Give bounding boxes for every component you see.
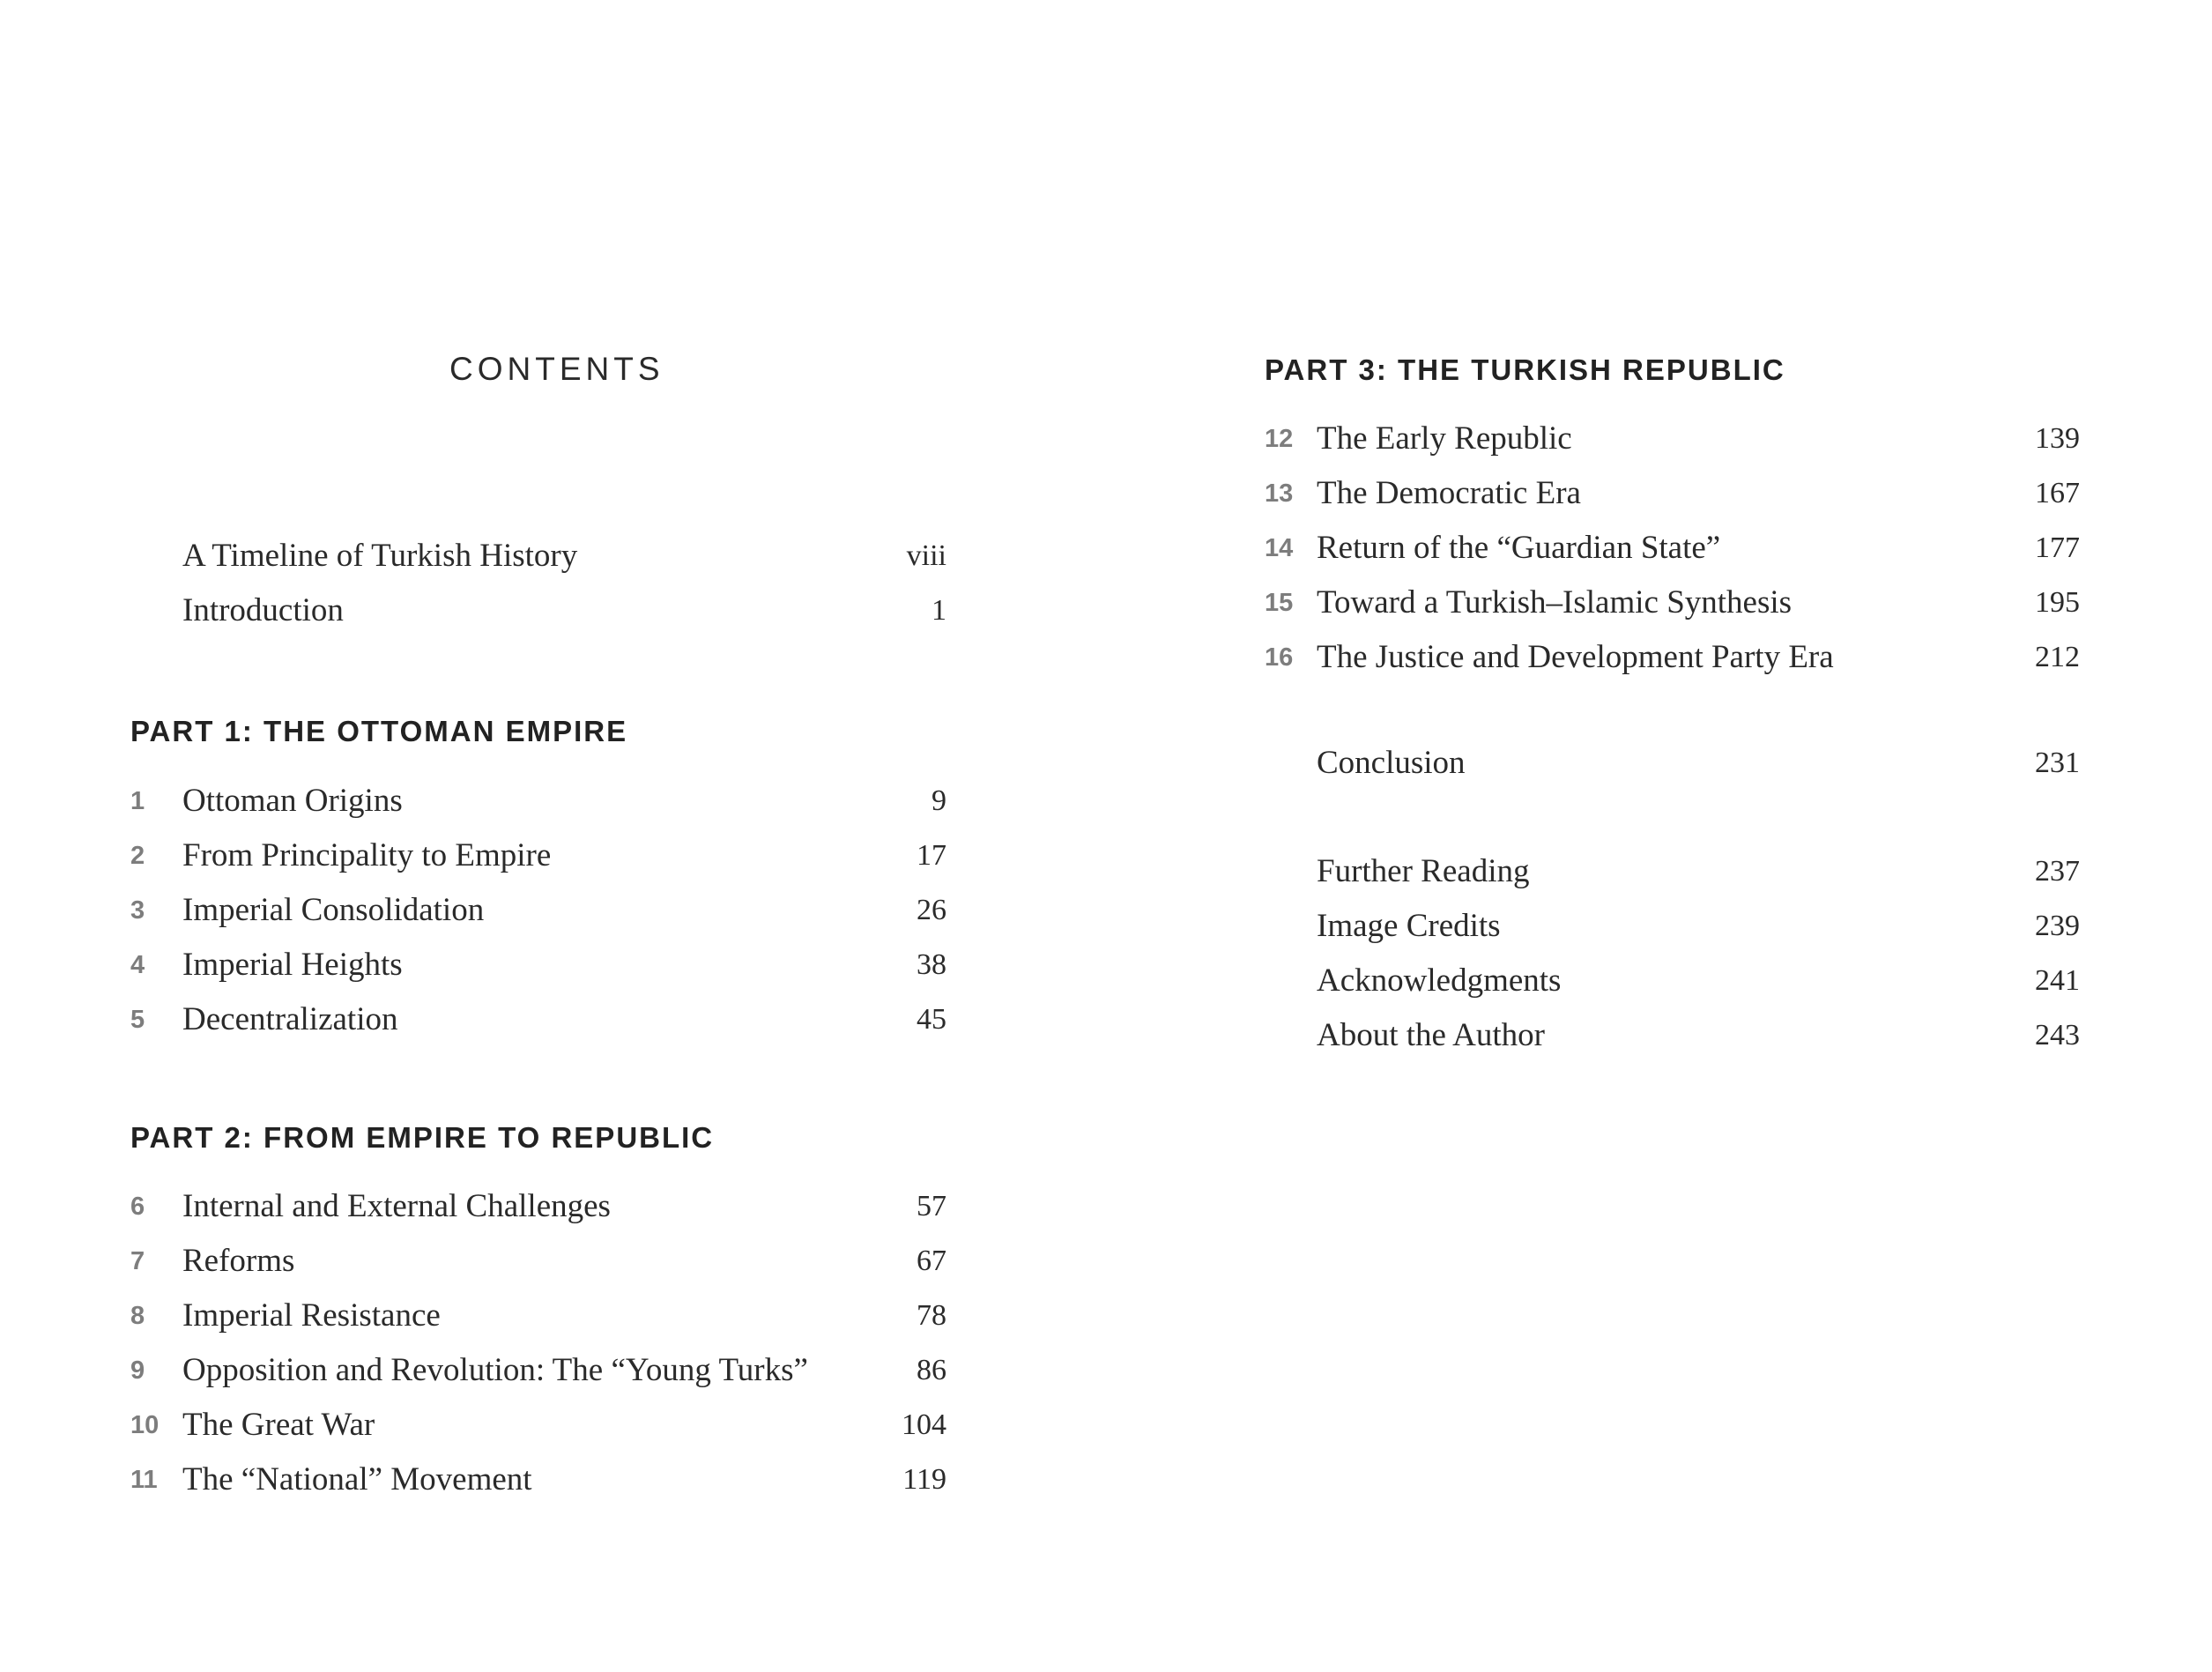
chapter-number: 11 (130, 1466, 158, 1494)
chapter-page-number: 195 (2035, 586, 2080, 619)
part-2-chapter-list (130, 1179, 946, 1507)
toc-entry[interactable] (1265, 736, 2080, 791)
entry-page-number: 237 (2035, 855, 2080, 888)
chapter-entry[interactable] (130, 1398, 946, 1453)
chapter-title: From Principality to Empire (182, 837, 552, 873)
chapter-page-number: 177 (2035, 531, 2080, 564)
chapter-title: The Early Republic (1317, 420, 1572, 457)
chapter-page-number: 78 (917, 1299, 946, 1332)
chapter-entry[interactable] (130, 1234, 946, 1289)
chapter-entry[interactable] (130, 829, 946, 883)
back-matter-list (1265, 844, 2080, 1063)
chapter-number: 10 (130, 1411, 160, 1439)
entry-page-number: viii (906, 539, 946, 572)
chapter-number: 12 (1265, 425, 1294, 453)
entry-title: A Timeline of Turkish History (182, 538, 578, 574)
part-2-heading: PART 2: FROM EMPIRE TO REPUBLIC (130, 1121, 715, 1154)
chapter-page-number: 119 (902, 1463, 946, 1496)
chapter-number: 14 (1265, 534, 1294, 562)
chapter-page-number: 17 (917, 839, 946, 872)
toc-entry[interactable] (1265, 899, 2080, 954)
chapter-number: 1 (130, 787, 145, 815)
chapter-title: Decentralization (182, 1001, 398, 1037)
chapter-title: Toward a Turkish–Islamic Synthesis (1317, 584, 1793, 620)
part-3-chapter-list (1265, 412, 2080, 685)
chapter-entry[interactable] (130, 774, 946, 829)
chapter-title: The Democratic Era (1317, 475, 1581, 511)
toc-entry[interactable] (1265, 1008, 2080, 1063)
chapter-number: 8 (130, 1302, 145, 1330)
entry-page-number: 239 (2035, 910, 2080, 942)
entry-title: Conclusion (1317, 745, 1466, 781)
entry-page-number: 231 (2035, 747, 2080, 779)
conclusion-list (1265, 736, 2080, 791)
chapter-number: 15 (1265, 589, 1294, 617)
chapter-title: Opposition and Revolution: The “Young Turks” (182, 1352, 808, 1388)
chapter-entry[interactable] (130, 1343, 946, 1398)
chapter-number: 7 (130, 1247, 145, 1275)
front-matter-list (130, 529, 946, 638)
chapter-entry[interactable] (130, 1289, 946, 1343)
chapter-page-number: 38 (917, 948, 946, 981)
chapter-entry[interactable] (1265, 630, 2080, 685)
chapter-title: Internal and External Challenges (182, 1188, 611, 1224)
chapter-entry[interactable] (1265, 466, 2080, 521)
chapter-page-number: 139 (2035, 422, 2080, 455)
chapter-title: Imperial Heights (182, 947, 403, 983)
chapter-number: 6 (130, 1193, 145, 1221)
chapter-number: 16 (1265, 643, 1294, 672)
chapter-entry[interactable] (1265, 412, 2080, 466)
entry-page-number: 241 (2035, 964, 2080, 997)
chapter-page-number: 67 (917, 1245, 946, 1277)
chapter-entry[interactable] (130, 883, 946, 938)
chapter-entry[interactable] (130, 1179, 946, 1234)
chapter-title: Ottoman Origins (182, 783, 403, 819)
chapter-title: Reforms (182, 1243, 295, 1279)
toc-entry[interactable] (1265, 844, 2080, 899)
chapter-title: Imperial Consolidation (182, 892, 485, 928)
entry-title: Further Reading (1317, 853, 1530, 889)
chapter-entry[interactable] (130, 1453, 946, 1507)
chapter-title: The “National” Movement (182, 1461, 532, 1497)
contents-title: CONTENTS (449, 351, 664, 387)
chapter-page-number: 9 (932, 784, 946, 817)
chapter-page-number: 45 (917, 1003, 946, 1036)
chapter-page-number: 86 (917, 1354, 946, 1386)
chapter-page-number: 212 (2035, 641, 2080, 673)
part-1-heading: PART 1: THE OTTOMAN EMPIRE (130, 715, 628, 747)
part-3-heading: PART 3: THE TURKISH REPUBLIC (1265, 353, 1785, 386)
chapter-entry[interactable] (130, 938, 946, 992)
chapter-page-number: 57 (917, 1190, 946, 1222)
chapter-page-number: 167 (2035, 477, 2080, 509)
toc-entry[interactable] (1265, 954, 2080, 1008)
entry-title: About the Author (1317, 1017, 1545, 1053)
chapter-entry[interactable] (1265, 576, 2080, 630)
entry-title: Image Credits (1317, 908, 1501, 944)
chapter-page-number: 104 (902, 1408, 946, 1441)
entry-page-number: 243 (2035, 1019, 2080, 1052)
chapter-number: 4 (130, 951, 145, 979)
entry-page-number: 1 (932, 594, 946, 627)
chapter-title: The Justice and Development Party Era (1317, 639, 1834, 675)
chapter-number: 9 (130, 1356, 145, 1385)
chapter-number: 13 (1265, 479, 1294, 508)
chapter-title: The Great War (182, 1407, 375, 1443)
chapter-title: Imperial Resistance (182, 1297, 441, 1334)
chapter-number: 3 (130, 896, 145, 925)
chapter-page-number: 26 (917, 894, 946, 926)
chapter-title: Return of the “Guardian State” (1317, 530, 1721, 566)
chapter-entry[interactable] (130, 992, 946, 1047)
part-1-chapter-list (130, 774, 946, 1047)
chapter-number: 2 (130, 842, 145, 870)
entry-title: Acknowledgments (1317, 962, 1562, 999)
toc-entry[interactable] (130, 529, 946, 583)
chapter-number: 5 (130, 1006, 145, 1034)
right-page (1106, 0, 2212, 1672)
chapter-entry[interactable] (1265, 521, 2080, 576)
entry-title: Introduction (182, 592, 344, 628)
toc-entry[interactable] (130, 583, 946, 638)
